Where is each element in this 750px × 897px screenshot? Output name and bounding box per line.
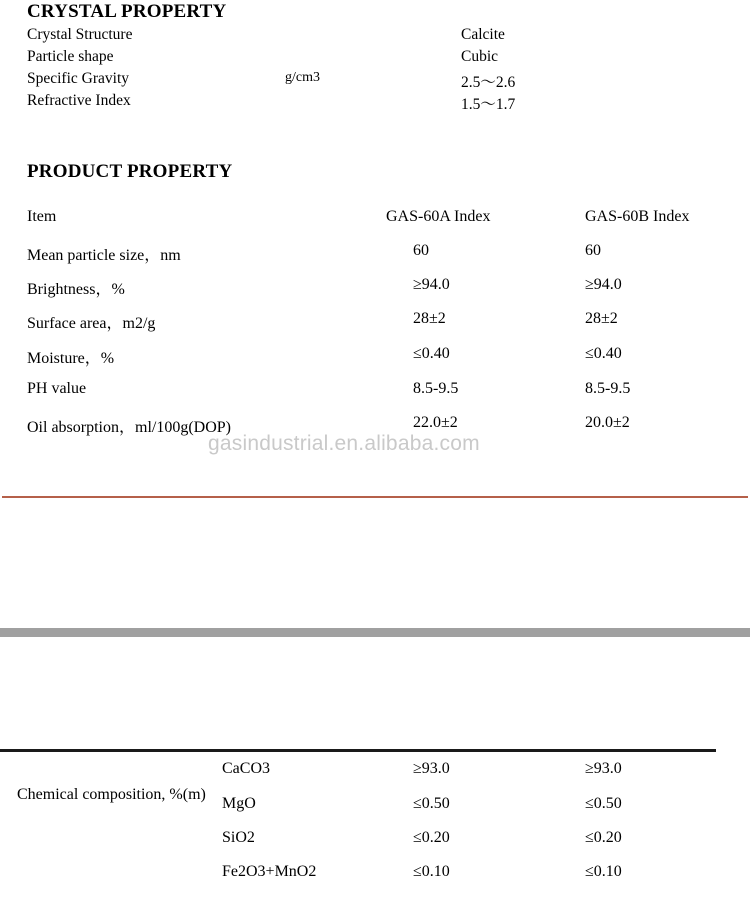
table-row-value-b: 60 (585, 242, 601, 259)
table-row-value-a: ≥94.0 (413, 276, 450, 293)
table-row-value-a: 28±2 (413, 310, 446, 327)
table-row-item: PH value (27, 380, 87, 397)
table-row (0, 276, 750, 310)
crystal-row-name: Specific Gravity (27, 70, 130, 87)
table-row-value-b: ≥94.0 (585, 276, 622, 293)
column-header-gas60a: GAS-60A Index (386, 208, 491, 225)
table-row (0, 380, 750, 414)
table-row-item: Brightness，% (27, 281, 125, 298)
table-row (0, 760, 750, 794)
crystal-row (0, 92, 750, 114)
table-row-value-a: ≤0.20 (413, 829, 450, 846)
column-header-item: Item (27, 208, 57, 225)
table-row-compound: SiO2 (222, 829, 255, 846)
table-row-value-b: 28±2 (585, 310, 618, 327)
crystal-row-unit: g/cm3 (285, 70, 320, 85)
crystal-row (0, 48, 750, 70)
table-row-value-a: ≤0.10 (413, 863, 450, 880)
table-row-item: Oil absorption，ml/100g(DOP) (27, 419, 231, 436)
table-row (0, 310, 750, 344)
crystal-row-value: Cubic (461, 48, 499, 65)
table-row-value-a: ≥93.0 (413, 760, 450, 777)
table-top-border (0, 749, 716, 752)
crystal-row-value: 1.5～1.7 (461, 96, 516, 113)
watermark-text: gasindustrial.en.alibaba.com (208, 432, 480, 455)
table-row-value-b: 20.0±2 (585, 414, 630, 431)
table-row-compound: CaCO3 (222, 760, 270, 777)
table-row-value-a: 22.0±2 (413, 414, 458, 431)
table-row-item: Surface area，m2/g (27, 315, 156, 332)
chemical-composition-label: Chemical composition, %(m) (17, 786, 206, 803)
table-row-item: Mean particle size，nm (27, 247, 181, 264)
red-divider-line (2, 496, 748, 498)
crystal-row (0, 70, 750, 92)
table-row-compound: Fe2O3+MnO2 (222, 863, 317, 880)
column-header-gas60b: GAS-60B Index (585, 208, 690, 225)
table-row-value-b: 8.5-9.5 (585, 380, 631, 397)
crystal-row (0, 26, 750, 48)
table-row-value-b: ≤0.10 (585, 863, 622, 880)
product-property-heading: PRODUCT PROPERTY (27, 161, 233, 182)
crystal-property-heading: CRYSTAL PROPERTY (27, 1, 227, 22)
crystal-row-name: Crystal Structure (27, 26, 133, 43)
table-row-value-b: ≥93.0 (585, 760, 622, 777)
table-row (0, 829, 750, 863)
table-row-compound: MgO (222, 795, 256, 812)
table-row (0, 242, 750, 276)
product-table-header-row (0, 208, 750, 242)
table-row (0, 345, 750, 379)
gray-separator-bar (0, 628, 750, 637)
table-row-item: Moisture，% (27, 350, 115, 367)
table-row-value-a: ≤0.50 (413, 795, 450, 812)
table-row (0, 863, 750, 897)
table-row-value-b: ≤0.20 (585, 829, 622, 846)
table-row-value-a: ≤0.40 (413, 345, 450, 362)
crystal-row-name: Refractive Index (27, 92, 131, 109)
table-row-value-b: ≤0.50 (585, 795, 622, 812)
table-row-value-b: ≤0.40 (585, 345, 622, 362)
crystal-row-value: Calcite (461, 26, 505, 43)
table-row-value-a: 8.5-9.5 (413, 380, 459, 397)
table-row-value-a: 60 (413, 242, 429, 259)
table-row (0, 795, 750, 829)
crystal-row-name: Particle shape (27, 48, 114, 65)
crystal-row-value: 2.5～2.6 (461, 74, 516, 91)
